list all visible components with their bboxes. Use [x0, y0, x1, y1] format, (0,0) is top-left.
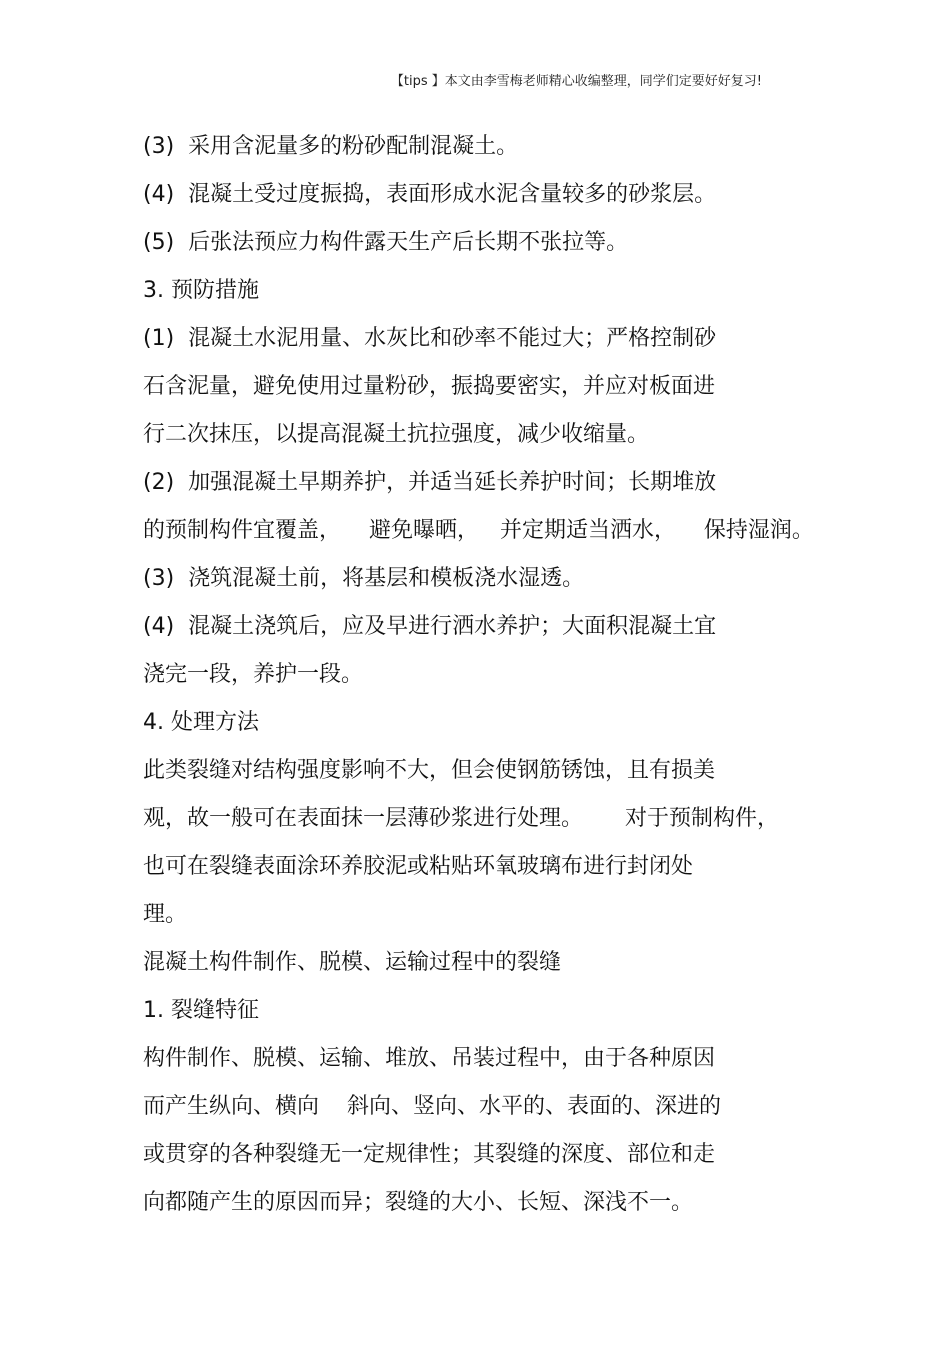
text-line: 观，故一般可在表面抹一层薄砂浆进行处理。 对于预制构件，: [143, 806, 779, 831]
text-line: 向都随产生的原因而异；裂缝的大小、长短、深浅不一。: [143, 1190, 694, 1215]
text-line: (3) 浇筑混凝土前，将基层和模板浇水湿透。: [143, 566, 585, 591]
text-line: 而产生纵向、横向 斜向、竖向、水平的、表面的、深进的: [143, 1094, 721, 1119]
chapter-heading: 混凝土构件制作、脱模、运输过程中的裂缝: [143, 950, 562, 975]
text-line: (3) 采用含泥量多的粉砂配制混凝土。: [143, 134, 519, 159]
text-line: 构件制作、脱模、运输、堆放、吊装过程中，由于各种原因: [143, 1046, 716, 1071]
text-line: 理。: [143, 902, 188, 927]
text-line: (4) 混凝土浇筑后，应及早进行洒水养护；大面积混凝土宜: [143, 614, 717, 639]
text-line: 也可在裂缝表面涂环养胶泥或粘贴环氧玻璃布进行封闭处: [143, 854, 694, 879]
text-line: 的预制构件宜覆盖， 避免曝晒， 并定期适当洒水， 保持湿润。: [143, 518, 814, 543]
text-line: 或贯穿的各种裂缝无一定规律性；其裂缝的深度、部位和走: [143, 1142, 716, 1167]
text-line: (4) 混凝土受过度振捣，表面形成水泥含量较多的砂浆层。: [143, 182, 717, 207]
section-heading: 3. 预防措施: [143, 278, 259, 303]
section-heading: 1. 裂缝特征: [143, 998, 259, 1023]
document-body: [143, 128, 933, 1232]
text-line: 此类裂缝对结构强度影响不大，但会使钢筋锈蚀，且有损美: [143, 758, 716, 783]
text-line: 行二次抹压，以提高混凝土抗拉强度，减少收缩量。: [143, 422, 650, 447]
text-line: (1) 混凝土水泥用量、水灰比和砂率不能过大；严格控制砂: [143, 326, 717, 351]
section-heading: 4. 处理方法: [143, 710, 259, 735]
text-line: 石含泥量，避免使用过量粉砂，振捣要密实，并应对板面进: [143, 374, 716, 399]
header-note: 【tips 】本文由李雪梅老师精心收编整理，同学们定要好好复习!: [390, 74, 762, 89]
text-line: (2) 加强混凝土早期养护，并适当延长养护时间；长期堆放: [143, 470, 717, 495]
text-line: (5) 后张法预应力构件露天生产后长期不张拉等。: [143, 230, 629, 255]
text-line: 浇完一段，养护一段。: [143, 662, 364, 687]
